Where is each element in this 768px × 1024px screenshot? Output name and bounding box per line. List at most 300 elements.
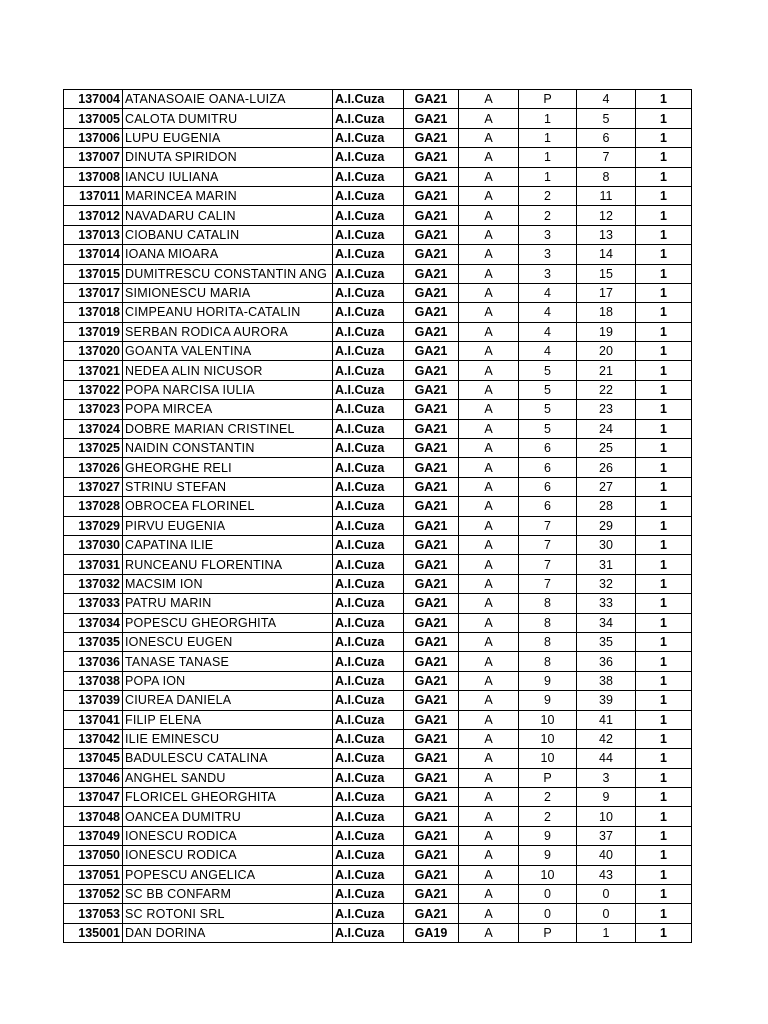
section-cell: 2 — [519, 788, 577, 807]
name-cell: PATRU MARIN — [123, 594, 333, 613]
name-cell: CIMPEANU HORITA-CATALIN — [123, 303, 333, 322]
flag-cell: 1 — [636, 477, 692, 496]
number-cell: 19 — [577, 322, 636, 341]
flag-cell: 1 — [636, 691, 692, 710]
category-cell: A — [459, 710, 519, 729]
group-code-cell: GA21 — [404, 264, 459, 283]
number-cell: 15 — [577, 264, 636, 283]
table-row — [64, 458, 692, 477]
category-cell: A — [459, 846, 519, 865]
flag-cell: 1 — [636, 729, 692, 748]
section-cell: 2 — [519, 186, 577, 205]
name-cell: CIUREA DANIELA — [123, 691, 333, 710]
location-cell: A.I.Cuza — [333, 419, 404, 438]
table-row — [64, 303, 692, 322]
flag-cell: 1 — [636, 380, 692, 399]
group-code-cell: GA21 — [404, 613, 459, 632]
flag-cell: 1 — [636, 458, 692, 477]
flag-cell: 1 — [636, 148, 692, 167]
record-id-cell: 137004 — [64, 90, 123, 109]
number-cell: 36 — [577, 652, 636, 671]
category-cell: A — [459, 807, 519, 826]
category-cell: A — [459, 477, 519, 496]
number-cell: 34 — [577, 613, 636, 632]
section-cell: 1 — [519, 148, 577, 167]
table-row — [64, 497, 692, 516]
group-code-cell: GA21 — [404, 497, 459, 516]
location-cell: A.I.Cuza — [333, 555, 404, 574]
name-cell: GHEORGHE RELI — [123, 458, 333, 477]
name-cell: SIMIONESCU MARIA — [123, 283, 333, 302]
record-id-cell: 137030 — [64, 535, 123, 554]
group-code-cell: GA21 — [404, 109, 459, 128]
number-cell: 25 — [577, 439, 636, 458]
section-cell: 4 — [519, 322, 577, 341]
group-code-cell: GA21 — [404, 419, 459, 438]
flag-cell: 1 — [636, 322, 692, 341]
category-cell: A — [459, 264, 519, 283]
name-cell: CIOBANU CATALIN — [123, 225, 333, 244]
section-cell: 6 — [519, 497, 577, 516]
number-cell: 13 — [577, 225, 636, 244]
location-cell: A.I.Cuza — [333, 283, 404, 302]
record-id-cell: 137005 — [64, 109, 123, 128]
record-id-cell: 137035 — [64, 632, 123, 651]
section-cell: 0 — [519, 885, 577, 904]
flag-cell: 1 — [636, 419, 692, 438]
name-cell: STRINU STEFAN — [123, 477, 333, 496]
name-cell: GOANTA VALENTINA — [123, 342, 333, 361]
location-cell: A.I.Cuza — [333, 225, 404, 244]
number-cell: 0 — [577, 885, 636, 904]
group-code-cell: GA21 — [404, 729, 459, 748]
group-code-cell: GA21 — [404, 768, 459, 787]
table-row — [64, 186, 692, 205]
group-code-cell: GA21 — [404, 361, 459, 380]
section-cell: 9 — [519, 691, 577, 710]
table-row — [64, 245, 692, 264]
name-cell: OANCEA DUMITRU — [123, 807, 333, 826]
category-cell: A — [459, 671, 519, 690]
category-cell: A — [459, 167, 519, 186]
category-cell: A — [459, 904, 519, 923]
location-cell: A.I.Cuza — [333, 807, 404, 826]
name-cell: IONESCU RODICA — [123, 826, 333, 845]
category-cell: A — [459, 749, 519, 768]
section-cell: 7 — [519, 555, 577, 574]
record-id-cell: 137019 — [64, 322, 123, 341]
category-cell: A — [459, 206, 519, 225]
record-id-cell: 137017 — [64, 283, 123, 302]
category-cell: A — [459, 555, 519, 574]
flag-cell: 1 — [636, 846, 692, 865]
number-cell: 30 — [577, 535, 636, 554]
number-cell: 41 — [577, 710, 636, 729]
table-row — [64, 167, 692, 186]
category-cell: A — [459, 632, 519, 651]
number-cell: 1 — [577, 923, 636, 942]
section-cell: 4 — [519, 342, 577, 361]
table-row — [64, 419, 692, 438]
name-cell: MARINCEA MARIN — [123, 186, 333, 205]
number-cell: 20 — [577, 342, 636, 361]
category-cell: A — [459, 594, 519, 613]
location-cell: A.I.Cuza — [333, 749, 404, 768]
number-cell: 27 — [577, 477, 636, 496]
number-cell: 42 — [577, 729, 636, 748]
table-row — [64, 477, 692, 496]
record-id-cell: 137033 — [64, 594, 123, 613]
group-code-cell: GA21 — [404, 710, 459, 729]
number-cell: 3 — [577, 768, 636, 787]
table-row — [64, 671, 692, 690]
table-row — [64, 322, 692, 341]
location-cell: A.I.Cuza — [333, 109, 404, 128]
group-code-cell: GA21 — [404, 904, 459, 923]
record-id-cell: 137021 — [64, 361, 123, 380]
name-cell: DAN DORINA — [123, 923, 333, 942]
number-cell: 35 — [577, 632, 636, 651]
name-cell: IOANA MIOARA — [123, 245, 333, 264]
category-cell: A — [459, 400, 519, 419]
location-cell: A.I.Cuza — [333, 148, 404, 167]
number-cell: 9 — [577, 788, 636, 807]
flag-cell: 1 — [636, 186, 692, 205]
location-cell: A.I.Cuza — [333, 729, 404, 748]
section-cell: 10 — [519, 710, 577, 729]
location-cell: A.I.Cuza — [333, 90, 404, 109]
number-cell: 31 — [577, 555, 636, 574]
number-cell: 6 — [577, 128, 636, 147]
table-row — [64, 574, 692, 593]
record-id-cell: 137008 — [64, 167, 123, 186]
number-cell: 43 — [577, 865, 636, 884]
record-id-cell: 137014 — [64, 245, 123, 264]
record-id-cell: 137027 — [64, 477, 123, 496]
record-id-cell: 137015 — [64, 264, 123, 283]
name-cell: POPA ION — [123, 671, 333, 690]
flag-cell: 1 — [636, 632, 692, 651]
number-cell: 0 — [577, 904, 636, 923]
location-cell: A.I.Cuza — [333, 303, 404, 322]
table-row — [64, 729, 692, 748]
flag-cell: 1 — [636, 574, 692, 593]
number-cell: 10 — [577, 807, 636, 826]
table-row — [64, 148, 692, 167]
category-cell: A — [459, 497, 519, 516]
location-cell: A.I.Cuza — [333, 439, 404, 458]
name-cell: SERBAN RODICA AURORA — [123, 322, 333, 341]
section-cell: 8 — [519, 652, 577, 671]
flag-cell: 1 — [636, 768, 692, 787]
group-code-cell: GA21 — [404, 749, 459, 768]
group-code-cell: GA21 — [404, 594, 459, 613]
location-cell: A.I.Cuza — [333, 574, 404, 593]
table-row — [64, 555, 692, 574]
table-row — [64, 342, 692, 361]
category-cell: A — [459, 186, 519, 205]
table-row — [64, 865, 692, 884]
section-cell: 6 — [519, 477, 577, 496]
location-cell: A.I.Cuza — [333, 400, 404, 419]
group-code-cell: GA21 — [404, 186, 459, 205]
table-row — [64, 710, 692, 729]
location-cell: A.I.Cuza — [333, 632, 404, 651]
category-cell: A — [459, 361, 519, 380]
number-cell: 37 — [577, 826, 636, 845]
table-row — [64, 594, 692, 613]
record-id-cell: 137026 — [64, 458, 123, 477]
group-code-cell: GA21 — [404, 283, 459, 302]
section-cell: 3 — [519, 245, 577, 264]
record-id-cell: 137006 — [64, 128, 123, 147]
number-cell: 18 — [577, 303, 636, 322]
section-cell: 1 — [519, 128, 577, 147]
name-cell: MACSIM ION — [123, 574, 333, 593]
location-cell: A.I.Cuza — [333, 535, 404, 554]
section-cell: 6 — [519, 439, 577, 458]
category-cell: A — [459, 303, 519, 322]
number-cell: 17 — [577, 283, 636, 302]
section-cell: 3 — [519, 264, 577, 283]
name-cell: LUPU EUGENIA — [123, 128, 333, 147]
record-id-cell: 137038 — [64, 671, 123, 690]
flag-cell: 1 — [636, 710, 692, 729]
record-id-cell: 137029 — [64, 516, 123, 535]
group-code-cell: GA21 — [404, 380, 459, 399]
record-id-cell: 137012 — [64, 206, 123, 225]
name-cell: DUMITRESCU CONSTANTIN ANG — [123, 264, 333, 283]
number-cell: 29 — [577, 516, 636, 535]
section-cell: 9 — [519, 671, 577, 690]
group-code-cell: GA21 — [404, 671, 459, 690]
location-cell: A.I.Cuza — [333, 342, 404, 361]
category-cell: A — [459, 613, 519, 632]
category-cell: A — [459, 826, 519, 845]
number-cell: 38 — [577, 671, 636, 690]
category-cell: A — [459, 90, 519, 109]
group-code-cell: GA21 — [404, 400, 459, 419]
table-row — [64, 652, 692, 671]
name-cell: RUNCEANU FLORENTINA — [123, 555, 333, 574]
section-cell: 10 — [519, 729, 577, 748]
number-cell: 11 — [577, 186, 636, 205]
category-cell: A — [459, 535, 519, 554]
flag-cell: 1 — [636, 206, 692, 225]
flag-cell: 1 — [636, 128, 692, 147]
number-cell: 21 — [577, 361, 636, 380]
group-code-cell: GA21 — [404, 206, 459, 225]
group-code-cell: GA21 — [404, 826, 459, 845]
table-row — [64, 885, 692, 904]
number-cell: 23 — [577, 400, 636, 419]
category-cell: A — [459, 128, 519, 147]
location-cell: A.I.Cuza — [333, 167, 404, 186]
location-cell: A.I.Cuza — [333, 322, 404, 341]
group-code-cell: GA21 — [404, 516, 459, 535]
name-cell: POPA MIRCEA — [123, 400, 333, 419]
number-cell: 44 — [577, 749, 636, 768]
table-row — [64, 807, 692, 826]
number-cell: 5 — [577, 109, 636, 128]
section-cell: P — [519, 923, 577, 942]
group-code-cell: GA21 — [404, 788, 459, 807]
number-cell: 22 — [577, 380, 636, 399]
record-id-cell: 137018 — [64, 303, 123, 322]
record-id-cell: 137046 — [64, 768, 123, 787]
table-row — [64, 846, 692, 865]
section-cell: 5 — [519, 419, 577, 438]
number-cell: 8 — [577, 167, 636, 186]
location-cell: A.I.Cuza — [333, 206, 404, 225]
table-row — [64, 535, 692, 554]
record-id-cell: 137020 — [64, 342, 123, 361]
section-cell: 2 — [519, 807, 577, 826]
number-cell: 14 — [577, 245, 636, 264]
flag-cell: 1 — [636, 865, 692, 884]
name-cell: ATANASOAIE OANA-LUIZA — [123, 90, 333, 109]
flag-cell: 1 — [636, 400, 692, 419]
name-cell: POPESCU GHEORGHITA — [123, 613, 333, 632]
section-cell: 5 — [519, 380, 577, 399]
name-cell: CALOTA DUMITRU — [123, 109, 333, 128]
section-cell: 9 — [519, 826, 577, 845]
location-cell: A.I.Cuza — [333, 497, 404, 516]
name-cell: NAIDIN CONSTANTIN — [123, 439, 333, 458]
record-id-cell: 137023 — [64, 400, 123, 419]
flag-cell: 1 — [636, 594, 692, 613]
record-id-cell: 137048 — [64, 807, 123, 826]
flag-cell: 1 — [636, 497, 692, 516]
location-cell: A.I.Cuza — [333, 361, 404, 380]
name-cell: POPA NARCISA IULIA — [123, 380, 333, 399]
name-cell: SC BB CONFARM — [123, 885, 333, 904]
group-code-cell: GA21 — [404, 458, 459, 477]
record-id-cell: 137034 — [64, 613, 123, 632]
section-cell: 5 — [519, 361, 577, 380]
group-code-cell: GA21 — [404, 535, 459, 554]
name-cell: IANCU IULIANA — [123, 167, 333, 186]
category-cell: A — [459, 574, 519, 593]
category-cell: A — [459, 148, 519, 167]
location-cell: A.I.Cuza — [333, 186, 404, 205]
category-cell: A — [459, 885, 519, 904]
category-cell: A — [459, 865, 519, 884]
flag-cell: 1 — [636, 807, 692, 826]
category-cell: A — [459, 439, 519, 458]
number-cell: 28 — [577, 497, 636, 516]
record-id-cell: 137031 — [64, 555, 123, 574]
record-id-cell: 137052 — [64, 885, 123, 904]
location-cell: A.I.Cuza — [333, 652, 404, 671]
location-cell: A.I.Cuza — [333, 865, 404, 884]
group-code-cell: GA21 — [404, 128, 459, 147]
group-code-cell: GA21 — [404, 225, 459, 244]
table-row — [64, 109, 692, 128]
name-cell: IONESCU RODICA — [123, 846, 333, 865]
name-cell: FILIP ELENA — [123, 710, 333, 729]
record-id-cell: 137024 — [64, 419, 123, 438]
group-code-cell: GA21 — [404, 477, 459, 496]
table-row — [64, 128, 692, 147]
number-cell: 24 — [577, 419, 636, 438]
table-row — [64, 749, 692, 768]
number-cell: 26 — [577, 458, 636, 477]
group-code-cell: GA21 — [404, 555, 459, 574]
record-id-cell: 137036 — [64, 652, 123, 671]
location-cell: A.I.Cuza — [333, 691, 404, 710]
number-cell: 7 — [577, 148, 636, 167]
flag-cell: 1 — [636, 342, 692, 361]
location-cell: A.I.Cuza — [333, 923, 404, 942]
flag-cell: 1 — [636, 885, 692, 904]
flag-cell: 1 — [636, 516, 692, 535]
category-cell: A — [459, 225, 519, 244]
location-cell: A.I.Cuza — [333, 128, 404, 147]
flag-cell: 1 — [636, 225, 692, 244]
group-code-cell: GA21 — [404, 807, 459, 826]
record-id-cell: 137013 — [64, 225, 123, 244]
group-code-cell: GA21 — [404, 865, 459, 884]
name-cell: ILIE EMINESCU — [123, 729, 333, 748]
category-cell: A — [459, 458, 519, 477]
group-code-cell: GA21 — [404, 632, 459, 651]
record-id-cell: 137011 — [64, 186, 123, 205]
flag-cell: 1 — [636, 535, 692, 554]
group-code-cell: GA21 — [404, 322, 459, 341]
category-cell: A — [459, 788, 519, 807]
name-cell: POPESCU ANGELICA — [123, 865, 333, 884]
name-cell: BADULESCU CATALINA — [123, 749, 333, 768]
location-cell: A.I.Cuza — [333, 710, 404, 729]
record-id-cell: 137050 — [64, 846, 123, 865]
location-cell: A.I.Cuza — [333, 826, 404, 845]
category-cell: A — [459, 729, 519, 748]
section-cell: P — [519, 90, 577, 109]
records-body — [64, 90, 692, 943]
location-cell: A.I.Cuza — [333, 458, 404, 477]
name-cell: DOBRE MARIAN CRISTINEL — [123, 419, 333, 438]
name-cell: ANGHEL SANDU — [123, 768, 333, 787]
category-cell: A — [459, 245, 519, 264]
section-cell: 7 — [519, 574, 577, 593]
section-cell: 3 — [519, 225, 577, 244]
group-code-cell: GA21 — [404, 652, 459, 671]
category-cell: A — [459, 923, 519, 942]
group-code-cell: GA21 — [404, 148, 459, 167]
section-cell: 5 — [519, 400, 577, 419]
location-cell: A.I.Cuza — [333, 768, 404, 787]
name-cell: FLORICEL GHEORGHITA — [123, 788, 333, 807]
flag-cell: 1 — [636, 283, 692, 302]
flag-cell: 1 — [636, 555, 692, 574]
group-code-cell: GA19 — [404, 923, 459, 942]
section-cell: 10 — [519, 865, 577, 884]
category-cell: A — [459, 691, 519, 710]
flag-cell: 1 — [636, 303, 692, 322]
section-cell: 1 — [519, 167, 577, 186]
table-row — [64, 788, 692, 807]
name-cell: NEDEA ALIN NICUSOR — [123, 361, 333, 380]
table-row — [64, 206, 692, 225]
section-cell: 4 — [519, 303, 577, 322]
number-cell: 39 — [577, 691, 636, 710]
flag-cell: 1 — [636, 826, 692, 845]
record-id-cell: 137047 — [64, 788, 123, 807]
table-row — [64, 400, 692, 419]
section-cell: 6 — [519, 458, 577, 477]
flag-cell: 1 — [636, 923, 692, 942]
